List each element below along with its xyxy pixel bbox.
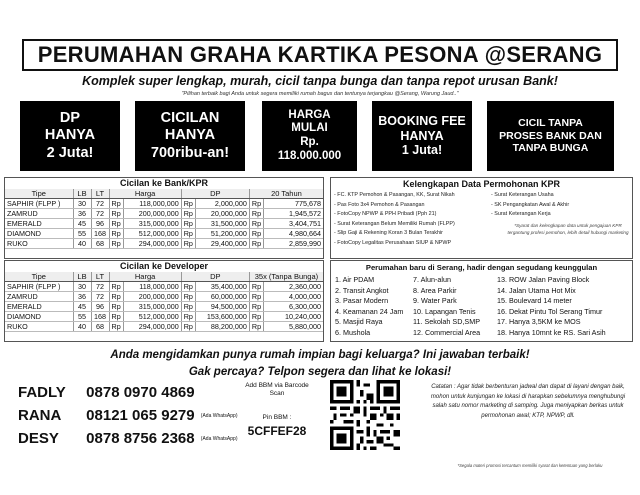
- cell-currency: Rp: [109, 199, 123, 209]
- column-header: DP: [181, 272, 249, 282]
- cell-lt: 96: [91, 302, 109, 312]
- cell-harga: 118,000,000: [123, 282, 181, 292]
- cta-question: Anda mengidamkan punya rumah impian bagi keluarga? Ini jawaban terbaik!: [110, 349, 530, 361]
- cell-dp: 20,000,000: [195, 209, 249, 219]
- table-row: [5, 209, 323, 219]
- bank-kpr-panel: [4, 177, 324, 259]
- cell-tipe: DIAMOND: [5, 229, 73, 239]
- promo-line: BOOKING FEE: [378, 113, 466, 128]
- table-row: [5, 302, 323, 312]
- list-item: 4. Keamanan 24 Jam: [335, 306, 404, 316]
- column-header: Harga: [109, 272, 181, 282]
- cell-currency: Rp: [109, 219, 123, 229]
- list-item: - Surat Keterangan Kerja: [491, 211, 551, 217]
- column-header: 20 Tahun: [249, 189, 323, 199]
- cell-dp: 2,000,000: [195, 199, 249, 209]
- cell-lt: 68: [91, 322, 109, 332]
- cell-currency: Rp: [181, 229, 195, 239]
- cell-lb: 55: [73, 229, 91, 239]
- cta-call: Gak percaya? Telpon segera dan lihat ke lokasi!: [188, 366, 452, 378]
- cell-currency: Rp: [181, 292, 195, 302]
- promo-cicilan: [135, 101, 245, 171]
- list-item: 15. Boulevard 14 meter: [497, 296, 572, 306]
- column-header: Tipe: [5, 189, 73, 199]
- promo-harga: [262, 101, 357, 171]
- promo-line: Rp.: [300, 136, 319, 148]
- cell-tipe: RUKO: [5, 239, 73, 249]
- cell-currency: Rp: [249, 199, 263, 209]
- cell-tipe: EMERALD: [5, 302, 73, 312]
- cell-currency: Rp: [109, 322, 123, 332]
- cell-lb: 36: [73, 292, 91, 302]
- cell-cicilan: 1,945,572: [264, 209, 323, 219]
- cell-currency: Rp: [249, 209, 263, 219]
- list-item: - Surat Keterangan Usaha: [491, 192, 554, 198]
- cell-harga: 200,000,000: [123, 209, 181, 219]
- cell-dp: 51,200,000: [195, 229, 249, 239]
- table-row: [5, 219, 323, 229]
- list-item: 11. Sekolah SD,SMP: [413, 317, 480, 327]
- list-item: - SK Pengangkatan Awal & Akhir: [491, 201, 570, 208]
- kelengkapan-list-left: [334, 191, 455, 248]
- cell-cicilan: 4,000,000: [264, 292, 323, 302]
- cell-currency: Rp: [249, 292, 263, 302]
- cell-currency: Rp: [109, 292, 123, 302]
- cell-harga: 294,000,000: [123, 322, 181, 332]
- cell-currency: Rp: [181, 209, 195, 219]
- table-row: [5, 199, 323, 209]
- cell-currency: Rp: [181, 239, 195, 249]
- promo-line: 700ribu-an!: [150, 144, 230, 161]
- fasilitas-panel: [330, 260, 633, 342]
- cell-lb: 36: [73, 209, 91, 219]
- whatsapp-tag: (Ada WhatsApp): [200, 436, 238, 443]
- fasilitas-col-2: [413, 275, 480, 339]
- promo-cicil-tanpa-bank: [487, 101, 614, 171]
- table-header-row: [5, 189, 323, 199]
- cell-tipe: EMERALD: [5, 219, 73, 229]
- list-item: 12. Commercial Area: [413, 327, 481, 337]
- cell-currency: Rp: [249, 282, 263, 292]
- cell-lt: 72: [91, 292, 109, 302]
- kelengkapan-list-right: [491, 191, 569, 220]
- cell-currency: Rp: [109, 229, 123, 239]
- developer-title: Cicilan ke Developer: [119, 261, 209, 271]
- cell-currency: Rp: [249, 219, 263, 229]
- cell-harga: 512,000,000: [123, 229, 181, 239]
- list-item: 3. Pasar Modern: [335, 296, 389, 306]
- cell-dp: 88,200,000: [195, 322, 249, 332]
- cell-cicilan: 775,678: [264, 199, 323, 209]
- list-item: 1. Air PDAM: [335, 275, 375, 284]
- cell-lb: 30: [73, 282, 91, 292]
- cell-lb: 30: [73, 199, 91, 209]
- cell-tipe: SAPHIR (FLPP ): [5, 282, 73, 292]
- cell-currency: Rp: [181, 199, 195, 209]
- cell-harga: 118,000,000: [123, 199, 181, 209]
- list-item: - Surat Keterangan Belum Memiliki Rumah (FLPP): [334, 220, 455, 227]
- cell-harga: 512,000,000: [123, 312, 181, 322]
- cell-dp: 60,000,000: [195, 292, 249, 302]
- cell-harga: 315,000,000: [123, 219, 181, 229]
- promo-line: CICILAN: [160, 110, 220, 127]
- cell-lb: 40: [73, 322, 91, 332]
- bbm-pin: 5CFFEF28: [247, 424, 307, 438]
- promo-line: HANYA: [400, 128, 444, 143]
- contact-name: FADLY: [18, 384, 66, 401]
- cell-currency: Rp: [249, 229, 263, 239]
- bbm-pin-label: Pin BBM :: [262, 414, 292, 421]
- contact-phone[interactable]: 0878 0970 4869: [86, 384, 195, 401]
- list-item: - FotoCopy Legalitas Perusahaan SIUP & NPWP: [334, 239, 452, 246]
- list-item: 9. Water Park: [413, 296, 457, 306]
- list-item: 2. Transit Angkot: [335, 285, 389, 295]
- list-item: 6. Mushola: [335, 327, 371, 337]
- cell-lt: 72: [91, 282, 109, 292]
- cell-lt: 168: [91, 229, 109, 239]
- promo-line: TANPA BUNGA: [512, 142, 589, 155]
- cell-currency: Rp: [181, 219, 195, 229]
- cell-currency: Rp: [249, 312, 263, 322]
- table-row: [5, 322, 323, 332]
- cell-dp: 29,400,000: [195, 239, 249, 249]
- column-header: Harga: [109, 189, 181, 199]
- tagline-note: "Pilihan terbaik bagi Anda untuk segera memiliki rumah bagus dan tentunya terjangkau @Serang, Warung Jaud..": [181, 91, 459, 97]
- promo-line: HANYA: [164, 127, 216, 144]
- contact-rana: [18, 407, 237, 424]
- kelengkapan-panel: [330, 177, 633, 259]
- cell-cicilan: 2,859,990: [264, 239, 323, 249]
- bank-kpr-title: Cicilan ke Bank/KPR: [119, 178, 209, 188]
- cell-cicilan: 3,404,751: [264, 219, 323, 229]
- cell-currency: Rp: [109, 312, 123, 322]
- column-header: DP: [181, 189, 249, 199]
- cell-currency: Rp: [109, 302, 123, 312]
- cell-dp: 94,500,000: [195, 302, 249, 312]
- cell-lt: 72: [91, 209, 109, 219]
- promo-dp: [20, 101, 120, 171]
- list-item: 14. Jalan Utama Hot Mix: [497, 285, 576, 295]
- column-header: LB: [73, 272, 91, 282]
- cell-currency: Rp: [181, 322, 195, 332]
- promo-line: 2 Juta!: [46, 144, 94, 161]
- promo-line: HARGA: [288, 108, 331, 121]
- cell-lt: 72: [91, 199, 109, 209]
- list-item: 10. Lapangan Tenis: [413, 306, 476, 316]
- list-item: - Slip Gaji & Rekening Koran 3 Bulan Terakhir: [334, 230, 443, 236]
- cell-cicilan: 2,360,000: [264, 282, 323, 292]
- list-item: 5. Masjid Raya: [335, 317, 383, 327]
- contact-phone[interactable]: 08121 065 9279: [86, 407, 195, 424]
- cell-lb: 55: [73, 312, 91, 322]
- list-item: - Pas Foto 3x4 Pemohon & Pasangan: [334, 201, 425, 208]
- promo-line: HANYA: [44, 127, 96, 144]
- table-row: [5, 229, 323, 239]
- catatan-note: Catatan : Agar tidak berbenturan jadwal dan dapat di layani dengan baik, mohon untuk kunjungan ke lokasi di harapkan sebelumnya menghubungi salah satu nomor marketing di samping. Juga meniyapkan berkas untuk permohonan awal; KTP, NPWP, dll.: [430, 384, 626, 419]
- cell-lt: 96: [91, 219, 109, 229]
- list-item: - FC. KTP Pemohon & Pasangan, KK, Surat Nikah: [334, 192, 455, 198]
- cell-currency: Rp: [181, 282, 195, 292]
- promo-line: PROSES BANK DAN: [499, 129, 602, 142]
- promo-booking-fee: [372, 101, 472, 171]
- table-row: [5, 282, 323, 292]
- bbm-barcode-icon[interactable]: [330, 380, 400, 450]
- column-header: LB: [73, 189, 91, 199]
- table-row: [5, 292, 323, 302]
- cell-tipe: ZAMRUD: [5, 209, 73, 219]
- cell-dp: 153,600,000: [195, 312, 249, 322]
- developer-table: [5, 272, 323, 332]
- list-item: 16. Dekat Pintu Tol Serang Timur: [497, 306, 603, 316]
- list-item: 18. Hanya 10mnt ke RS. Sari Asih: [497, 327, 606, 337]
- cell-cicilan: 4,980,664: [264, 229, 323, 239]
- cell-lb: 40: [73, 239, 91, 249]
- cell-cicilan: 10,240,000: [264, 312, 323, 322]
- kelengkapan-title: Kelengkapan Data Permohonan KPR: [402, 179, 561, 189]
- cell-lt: 68: [91, 239, 109, 249]
- promo-line: CICIL TANPA: [518, 117, 583, 130]
- cell-currency: Rp: [249, 322, 263, 332]
- cell-currency: Rp: [109, 282, 123, 292]
- cell-lb: 45: [73, 219, 91, 229]
- page-title: PERUMAHAN GRAHA KARTIKA PESONA @SERANG: [22, 39, 618, 71]
- contact-name: RANA: [18, 407, 62, 424]
- cell-cicilan: 5,880,000: [264, 322, 323, 332]
- list-item: 8. Area Parkir: [413, 285, 457, 295]
- bank-kpr-table: [5, 189, 323, 249]
- column-header: LT: [91, 272, 109, 282]
- cell-dp: 35,400,000: [195, 282, 249, 292]
- page-subtitle: Komplek super lengkap, murah, cicil tanpa bunga dan tanpa repot urusan Bank!: [82, 74, 558, 88]
- list-item: 13. ROW Jalan Paving Block: [497, 275, 590, 284]
- cell-harga: 294,000,000: [123, 239, 181, 249]
- promo-line: DP: [59, 110, 81, 127]
- cell-currency: Rp: [181, 302, 195, 312]
- column-header: Tipe: [5, 272, 73, 282]
- table-row: [5, 239, 323, 249]
- whatsapp-tag: (Ada WhatsApp): [200, 413, 238, 420]
- contact-name: DESY: [18, 430, 59, 447]
- promo-line: 1 Juta!: [401, 143, 443, 158]
- cell-currency: Rp: [109, 209, 123, 219]
- cell-lt: 168: [91, 312, 109, 322]
- table-header-row: [5, 272, 323, 282]
- cell-currency: Rp: [249, 239, 263, 249]
- cell-tipe: RUKO: [5, 322, 73, 332]
- list-item: - FotoCopy NPWP & PPH Pribadi (Pph 21): [334, 211, 437, 217]
- promo-line: 118.000.000: [277, 149, 342, 162]
- cell-currency: Rp: [181, 312, 195, 322]
- contact-phone[interactable]: 0878 8756 2368: [86, 430, 195, 447]
- cell-currency: Rp: [249, 302, 263, 312]
- cell-tipe: ZAMRUD: [5, 292, 73, 302]
- column-header: 35x (Tanpa Bunga): [249, 272, 323, 282]
- table-row: [5, 312, 323, 322]
- list-item: 17. Hanya 3,5KM ke MOS: [497, 317, 581, 327]
- footnote: *Segala materi promosi tercantum memiliki syarat dan ketentuan yang berlaku: [457, 463, 603, 468]
- list-item: 7. Alun-alun: [413, 275, 451, 284]
- cell-tipe: SAPHIR (FLPP ): [5, 199, 73, 209]
- kelengkapan-note: *Syarat dan kelengkapan data untuk pengajuan KPR tergantung profesi pemohon, lebih detail hubungi marketing: [507, 223, 629, 235]
- developer-panel: [4, 260, 324, 342]
- cell-harga: 315,000,000: [123, 302, 181, 312]
- fasilitas-col-1: [335, 275, 403, 339]
- contact-fadly: [18, 384, 195, 401]
- fasilitas-title: Perumahan baru di Serang, hadir dengan segudang keunggulan: [365, 263, 598, 272]
- promo-line: MULAI: [291, 122, 328, 135]
- fasilitas-col-3: [497, 275, 606, 339]
- cell-tipe: DIAMOND: [5, 312, 73, 322]
- contact-desy: [18, 430, 237, 447]
- bbm-add-text: Add BBM via Barcode Scan: [245, 382, 309, 397]
- cell-currency: Rp: [109, 239, 123, 249]
- cell-cicilan: 6,300,000: [264, 302, 323, 312]
- column-header: LT: [91, 189, 109, 199]
- cell-harga: 200,000,000: [123, 292, 181, 302]
- cell-lb: 45: [73, 302, 91, 312]
- cell-dp: 31,500,000: [195, 219, 249, 229]
